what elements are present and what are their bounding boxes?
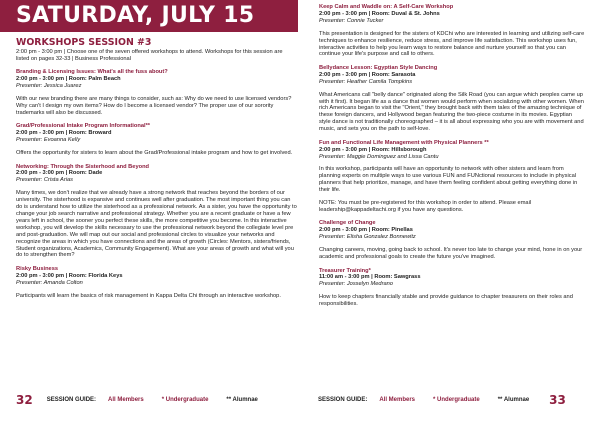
right-workshop-list	[319, 4, 585, 308]
description-paragraph: This presentation is designed for the sisters of KDChi who are interested in learning and utilizing self-care techniques to enhance resilience, reduce stress, and improve life satisfaction. This workshop uses fun, interactive activities to help you learn ways to restore balance and nurture yourself so that you can continue your life's purpose and call to others.	[319, 30, 585, 58]
workshop-title: Keep Calm and Waddle on: A Self-Care Workshop	[319, 4, 454, 10]
legend-undergraduate: * Undergraduate	[161, 397, 209, 403]
workshop-presenter: Presenter: Connie Tucker	[319, 17, 384, 24]
workshop-entry	[16, 266, 297, 300]
workshop-time-room: 2:00 pm - 3:00 pm | Room: Broward	[16, 130, 112, 137]
workshop-presenter: Presenter: Jessica Juarez	[16, 83, 82, 90]
legend-alumnae: ** Alumnae	[226, 397, 258, 403]
footer-right	[318, 392, 566, 408]
workshop-entry	[319, 140, 585, 214]
workshop-time-room: 2:00 pm - 3:00 pm | Room: Florida Keys	[16, 272, 123, 279]
legend-alumnae-right: ** Alumnae	[497, 397, 530, 403]
workshop-entry	[16, 164, 297, 260]
workshop-entry	[319, 65, 585, 133]
workshop-description	[16, 150, 297, 157]
workshop-description	[319, 92, 585, 133]
description-paragraph: How to keep chapters financially stable and provide guidance to chapter treasurers on their roles and responsibilities.	[319, 294, 573, 308]
legend-undergraduate-right: * Undergraduate	[433, 397, 480, 403]
left-workshop-list	[16, 69, 297, 299]
workshop-description	[16, 293, 297, 300]
workshop-presenter: Presenter: Heather Camila Tompkins	[319, 78, 413, 85]
description-paragraph: Changing careers, moving, going back to school. It's never too late to change your mind, hone in on your academic and professional goals to create the future you've imagined.	[319, 247, 583, 261]
workshop-entry	[319, 268, 585, 309]
workshop-time-room: 2:00 pm - 3:00 pm | Room: Sarasota	[319, 71, 416, 78]
workshop-entry	[16, 69, 297, 116]
date-banner	[0, 0, 298, 32]
right-column	[319, 4, 585, 315]
workshop-entry	[319, 220, 585, 261]
workshop-description	[319, 31, 585, 59]
workshop-entry	[319, 4, 585, 58]
workshop-entry	[16, 123, 297, 157]
legend-all-members: All Members	[108, 397, 144, 403]
page-number-right: 33	[549, 393, 566, 407]
workshop-time-room: 2:00 pm - 3:00 pm | Room: Dade	[16, 170, 103, 177]
banner-title: SATURDAY, JULY 15	[16, 3, 255, 28]
workshop-title: Risky Business	[16, 265, 59, 272]
session-guide-label: SESSION GUIDE:	[46, 397, 97, 403]
workshop-title: Treasurer Training*	[319, 267, 371, 274]
workshop-time-room: 2:00 pm - 3:00 pm | Room: Palm Beach	[16, 76, 121, 83]
description-paragraph: Offers the opportunity for sisters to learn about the Grad/Professional intake program and how to get involved.	[16, 150, 293, 157]
description-paragraph: Participants will learn the basics of risk management in Kappa Delta Chi through an interactive workshop.	[16, 292, 281, 299]
description-paragraph: With our new branding there are many things to consider, such as: Why do we need to use licensed vendors? Why can't I design my own items? How do I become a licensed vendor? The proper use of our sorority trademarks will also be discussed.	[16, 96, 292, 116]
footer-left	[16, 392, 276, 408]
workshop-title: Networking: Through the Sisterhood and Beyond	[16, 163, 150, 170]
workshop-description	[16, 96, 297, 117]
workshop-title: Bellydance Lesson: Egyptian Style Dancing	[319, 64, 438, 71]
workshop-presenter: Presenter: Elisha Gonzalez Bonnewitz	[319, 234, 416, 241]
description-paragraph: In this workshop, participants will have an opportunity to network with other sisters and learn from planning experts on multiple ways to use various FUN and FUNctional resources to include in physical planners that help prioritize, manage, and have them feeling confident about getting everything done in their life.	[319, 166, 578, 194]
description-paragraph: Many times, we don't realize that we already have a strong network that reaches beyond the borders of our university. The sisterhood is expansive and continues well after graduation. The most important thing you can do is understand how to utilize the sisterhood as a professional network. As a sister, you have the opportunity to change your job search narrative and professional strategy. Whether you are a recent graduate or have a few years left in school, the sooner you perfect these skills, the more competitive you become. In this interactive workshop, you will develop the skills necessary to use the professional network beyond the collegiate level pre and post-graduation. We will map out our social and professional circles to visualize your networks and recognize the areas in which you have connections and the areas of growth (Circles: Mentors, sisters/friends, Student organizations, Academics, Community Engagement). What are your areas of growth and what will you do to strengthen them?	[16, 190, 297, 259]
legend-all-members-right: All Members	[379, 397, 416, 403]
description-paragraph: NOTE: You must be pre-registered for this workshop in order to attend. Please email leadership@kappadeltachi.org if you have any questions.	[319, 200, 532, 213]
workshop-title: Branding & Licensing Issues: What's all the fuss about?	[16, 69, 168, 76]
workshop-title: Fun and Functional Life Management with Physical Planners **	[319, 139, 489, 146]
section-intro: 2:00 pm - 3:00 pm | Choose one of the seven offered workshops to attend. Workshops for this session are listed on pages 32-33 | Business Professional	[16, 49, 283, 62]
left-column	[16, 38, 297, 306]
section-heading: WORKSHOPS SESSION #3	[16, 37, 152, 48]
workshop-description	[16, 190, 297, 259]
description-paragraph: What Americans call "belly dance" originated along the Silk Road (you can argue which peoples came up with it first). It began life as a dance that women would perform when socializing with other women. When rich Americans began to visit the "Orient," they brought back with them tales of the amazing technique of these foreign dancers, and Hollywood began featuring the two-piece costume in its movies. Egyptian style dance is not traditionally choreographed – it is all about expressing who you are with movement and music, and sets you on the path to self-love.	[319, 91, 584, 133]
workshop-presenter: Presenter: Josselyn Medrano	[319, 281, 393, 288]
workshop-title: Challenge of Change	[319, 220, 376, 227]
workshop-description	[319, 166, 585, 213]
workshop-presenter: Presenter: Amanda Colton	[16, 279, 83, 286]
workshop-description	[319, 247, 585, 261]
workshop-presenter: Presenter: Crista Arias	[16, 177, 73, 184]
workshop-presenter: Presenter: Maggie Dominguez and Lissa Cantu	[319, 153, 439, 160]
workshop-time-room: 2:00 pm - 3:00 pm | Room: Pinellas	[319, 227, 413, 234]
workshop-time-room: 2:00 pm - 3:00 pm | Room: Duval & St. Johns	[319, 10, 440, 17]
page-number-left: 32	[16, 393, 33, 407]
workshop-description	[319, 294, 585, 308]
workshop-time-room: 2:00 pm - 3:00 pm | Room: Hillsborough	[319, 146, 427, 153]
workshop-title: Grad/Professional Intake Program Informational**	[16, 123, 151, 130]
workshop-presenter: Presenter: Evoanna Kelly	[16, 137, 81, 144]
session-guide-label-right: SESSION GUIDE:	[318, 397, 368, 403]
workshop-time-room: 11:00 am - 3:00 pm | Room: Sawgrass	[319, 274, 421, 281]
